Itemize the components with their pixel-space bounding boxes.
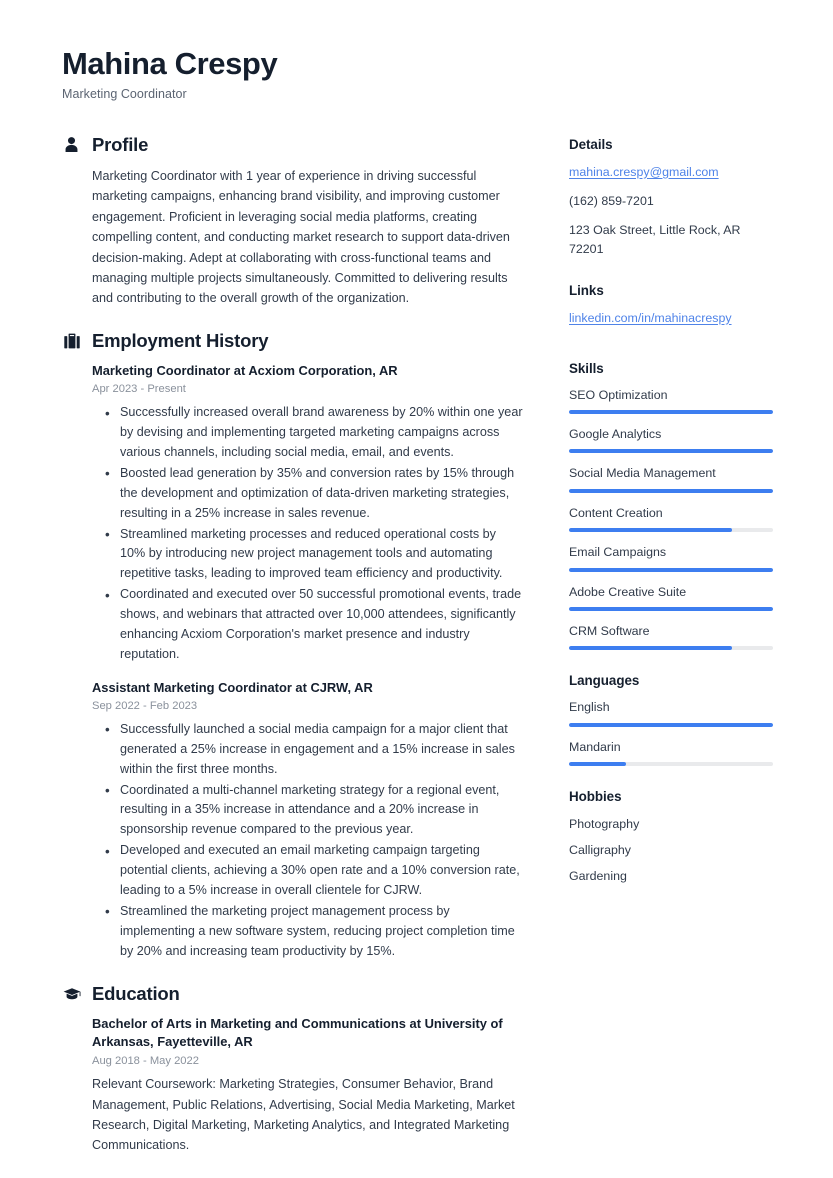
skill-meter-track — [569, 449, 773, 453]
language-item — [569, 739, 773, 766]
education-entry-description: Relevant Coursework: Marketing Strategies, Consumer Behavior, Brand Management, Public Relations, Advertising, Social Media Marketing, Market Research, Digital Marketing, Marketing Analytics, and Integrated Marketing Communications. — [92, 1077, 515, 1153]
employment-entry-date: Sep 2022 - Feb 2023 — [92, 700, 198, 713]
language-meter-track — [569, 762, 773, 766]
person-icon — [62, 135, 81, 154]
sidebar-details-title: Details — [569, 136, 613, 152]
sidebar-links-title: Links — [569, 282, 604, 298]
section-employment — [62, 331, 524, 962]
skill-item — [569, 465, 773, 492]
education-entry-date: Aug 2018 - May 2022 — [92, 1054, 199, 1067]
section-education-body — [62, 1015, 524, 1156]
briefcase-icon — [62, 331, 81, 350]
skill-label: Social Media Management — [569, 466, 716, 481]
skill-item — [569, 584, 773, 611]
skill-label: Email Campaigns — [569, 545, 667, 560]
hobby-item: Calligraphy — [569, 843, 631, 858]
section-profile-body — [62, 166, 524, 309]
main-column — [62, 135, 524, 1178]
education-entry — [92, 1015, 524, 1156]
graduation-cap-icon — [62, 984, 81, 1003]
bullet-item: • Coordinated and executed over 50 successful promotional events, trade shows, and webinars that attracted over 10,000 attendees, significantly enhancing Acxiom Corporation's market presence and industry reputation. — [119, 585, 524, 665]
skill-meter-track — [569, 646, 773, 650]
skill-label: CRM Software — [569, 623, 650, 638]
employment-entry-title: Marketing Coordinator at Acxiom Corporation, AR — [92, 363, 398, 379]
skill-label: SEO Optimization — [569, 387, 668, 402]
language-label: Mandarin — [569, 739, 621, 754]
section-employment-body — [62, 362, 524, 961]
email-link[interactable]: mahina.crespy@gmail.com — [569, 164, 719, 179]
skill-item — [569, 623, 773, 650]
sidebar-column — [569, 135, 773, 910]
employment-entry-bullets — [92, 720, 524, 962]
candidate-job-title: Marketing Coordinator — [62, 86, 187, 101]
skill-meter-track — [569, 568, 773, 572]
section-profile — [62, 135, 524, 309]
sidebar-hobbies — [569, 789, 773, 887]
skill-meter-fill — [569, 646, 732, 650]
hobby-item: Photography — [569, 816, 640, 831]
language-label: English — [569, 700, 610, 715]
section-education-title: Education — [92, 982, 180, 1004]
section-profile-title: Profile — [92, 133, 149, 155]
language-meter-fill — [569, 762, 626, 766]
skill-meter-track — [569, 528, 773, 532]
skill-label: Google Analytics — [569, 427, 662, 442]
skill-meter-track — [569, 489, 773, 493]
address-text: 123 Oak Street, Little Rock, AR 72201 — [569, 223, 741, 257]
sidebar-languages — [569, 673, 773, 766]
employment-entry-bullets — [92, 403, 524, 665]
bullet-item: • Coordinated a multi-channel marketing strategy for a regional event, resulting in a 35% increase in attendance and a 20% increase in sponsorship revenue compared to the previous year. — [119, 781, 524, 841]
employment-entry — [92, 362, 524, 665]
skill-item — [569, 426, 773, 453]
sidebar-languages-title: Languages — [569, 673, 640, 689]
skill-meter-fill — [569, 449, 773, 453]
language-meter-fill — [569, 723, 773, 727]
skill-meter-track — [569, 410, 773, 414]
employment-entry — [92, 679, 524, 962]
skill-meter-fill — [569, 410, 773, 414]
sidebar-skills — [569, 361, 773, 651]
sidebar-details — [569, 137, 773, 260]
sidebar-links — [569, 283, 773, 338]
section-employment-header — [62, 331, 524, 351]
skill-item — [569, 387, 773, 414]
skill-item — [569, 544, 773, 571]
skill-label: Adobe Creative Suite — [569, 584, 687, 599]
bullet-item: • Successfully increased overall brand awareness by 20% within one year by devising and implementing targeted marketing campaigns across various channels, including social media, email, and events. — [119, 403, 524, 463]
skill-meter-fill — [569, 568, 773, 572]
bullet-item: • Developed and executed an email marketing campaign targeting potential clients, achieving a 30% open rate and a 10% conversion rate, leading to a 5% increase in overall clientele for CJRW. — [119, 841, 524, 901]
skill-meter-fill — [569, 528, 732, 532]
resume-body — [62, 135, 773, 1178]
section-education — [62, 984, 524, 1156]
employment-entry-title: Assistant Marketing Coordinator at CJRW, AR — [92, 679, 373, 695]
education-entry-title: Bachelor of Arts in Marketing and Communications at University of Arkansas, Fayetteville, AR — [92, 1015, 503, 1050]
sidebar-hobbies-title: Hobbies — [569, 788, 622, 804]
skill-label: Content Creation — [569, 505, 663, 520]
profile-text: Marketing Coordinator with 1 year of experience in driving successful marketing campaigns, enhancing brand visibility, and improving customer engagement. Proficient in leveraging social media platforms, creating compelling content, and conducting market research to support data-driven decision-making. Adept at collaborating with cross-functional teams and managing multiple projects simultaneously. Committed to delivering results and contributing to the overall growth of the organization. — [92, 168, 510, 306]
section-education-header — [62, 984, 524, 1004]
skill-item — [569, 505, 773, 532]
resume-header — [62, 46, 773, 101]
candidate-name: Mahina Crespy — [62, 46, 278, 81]
skill-meter-fill — [569, 489, 773, 493]
language-meter-track — [569, 723, 773, 727]
section-employment-title: Employment History — [92, 329, 269, 351]
bullet-item: • Boosted lead generation by 35% and conversion rates by 15% through the development and optimization of data-driven marketing strategies, resulting in a 25% increase in sales revenue. — [119, 464, 524, 524]
sidebar-skills-title: Skills — [569, 360, 604, 376]
linkedin-link[interactable]: linkedin.com/in/mahinacrespy — [569, 310, 732, 325]
employment-entry-date: Apr 2023 - Present — [92, 383, 186, 396]
bullet-item: • Successfully launched a social media campaign for a major client that generated a 25% increase in engagement and a 15% increase in sales within the first three months. — [119, 720, 524, 780]
phone-text: (162) 859-7201 — [569, 193, 654, 208]
hobby-item: Gardening — [569, 869, 627, 884]
language-item — [569, 699, 773, 726]
skill-meter-fill — [569, 607, 773, 611]
bullet-item: • Streamlined marketing processes and reduced operational costs by 10% by introducing new project management tools and automating repetitive tasks, leading to improved team efficiency and productivity. — [119, 525, 524, 585]
skill-meter-track — [569, 607, 773, 611]
section-profile-header — [62, 135, 524, 155]
bullet-item: • Streamlined the marketing project management process by implementing a new software system, reducing project completion time by 20% and increasing team productivity by 15%. — [119, 902, 524, 962]
